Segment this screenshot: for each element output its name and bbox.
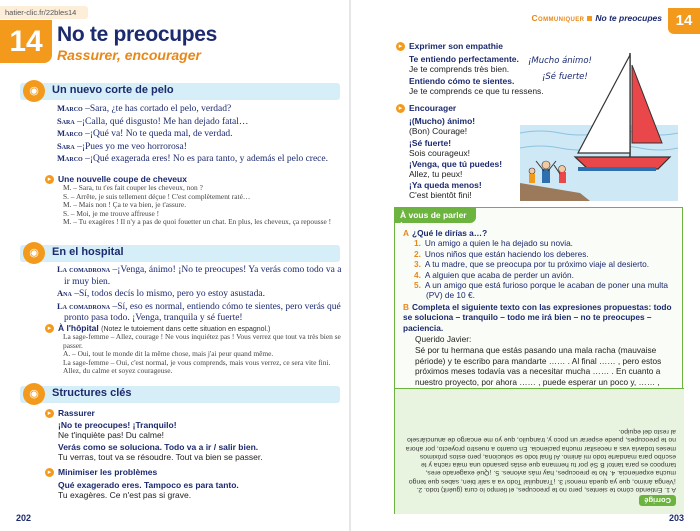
- key-phrase-fr: Tu verras, tout va se résoudre. Tout va bien se passer.: [58, 452, 263, 462]
- question-a-list: [403, 238, 675, 300]
- dialogue-line: Sara –¡Pues yo me veo horrorosa!: [57, 140, 187, 152]
- key-phrase-es: ¡Ya queda menos!: [409, 180, 482, 190]
- dialogue-line: La comadrona –Sí, eso es normal, entiendo cómo te sientes, pero verás qué pronto pasa todo. ¡Venga, tranquila y sé fuerte!: [57, 300, 341, 323]
- key-phrase-fr: Sois courageux!: [409, 148, 470, 158]
- section-title: Structures clés: [52, 387, 132, 399]
- translation-bullet-icon: ▸: [45, 324, 54, 333]
- audio-speaker-icon[interactable]: ◉: [23, 80, 45, 102]
- audio-speaker-icon[interactable]: ◉: [23, 383, 45, 405]
- translation-corte: M. – Sara, tu t'es fait couper les cheveux, non ? S. – Arrête, je suis tellement déçue ! C'est complètement raté… M. – Mais non ! Ça te va bien, je t'assure. S. – Moi, je me trouve affreuse ! M. – Tu exagères ! Il n'y a pas de quoi fouetter un chat. En plus, les cheveux, ça repousse !: [63, 183, 332, 227]
- key-phrase-fr: (Bon) Courage!: [409, 126, 468, 136]
- list-item: 3. A tu madre, que se preocupa por tu próximo viaje al desierto.: [414, 259, 650, 270]
- list-item: 4. A alguien que acaba de perder un avión.: [414, 269, 574, 280]
- translation-title: À l'hôpital (Notez le tutoiement dans cette situation en espagnol.): [58, 323, 271, 333]
- translation-bullet-icon: ▸: [45, 175, 54, 184]
- list-item: 5. A un amigo que está furioso porque le acaban de poner una multa (PV) de 10 €.: [414, 280, 669, 301]
- list-item: 1. Un amigo a quien le ha dejado su novia.: [414, 238, 573, 249]
- unit-number-badge: 14: [668, 8, 700, 34]
- translation-title: Une nouvelle coupe de cheveux: [58, 174, 187, 184]
- sailboat-illustration: [520, 43, 678, 201]
- section-title: Un nuevo corte de pelo: [52, 84, 174, 96]
- unit-number-badge: 14: [0, 20, 52, 63]
- key-phrase-es: ¡Sé fuerte!: [409, 138, 452, 148]
- group-bullet-icon: ▸: [396, 104, 405, 113]
- group-title: Minimiser les problèmes: [58, 467, 158, 477]
- exercise-body: [403, 228, 675, 398]
- page-number: 202: [16, 513, 32, 523]
- question-b: B Completa el siguiente texto con las expresiones propuestas: todo se soluciona – tranquilo – todo me irá bien – no te preocupes – paciencia.: [403, 301, 672, 333]
- group-title: Encourager: [409, 103, 457, 113]
- key-phrase-es: Entiendo cómo te sientes.: [409, 76, 515, 86]
- bubble-text: ¡Mucho ánimo!: [528, 56, 592, 66]
- group-title: Rassurer: [58, 408, 95, 418]
- letter-greeting: Querido Javier:: [415, 334, 472, 345]
- question-a: A ¿Qué le dirías a…?: [403, 228, 488, 238]
- list-item: 2. Unos niños que están haciendo los deberes.: [414, 248, 589, 259]
- bubble-text: ¡Sé fuerte!: [542, 72, 588, 82]
- key-phrase-es: Te entiendo perfectamente.: [409, 54, 519, 64]
- key-phrase-es: ¡No te preocupes! ¡Tranquilo!: [58, 420, 177, 430]
- answer-key-text: A 1. Entiendo cómo te sientes, pero no te preocupes, el tiempo lo cura (guérit) todo. 2. ¡Venga ánimo, que ya queda menos! 3. ¡Tranquila! Todo va a salir bien, sabes que tengo mucha experiencia. 4. No te preocupes, hay más aviones. 5. ¡Qué exagerado eres, tampoco es para tanto! B Sé por tu hermana que estás pasando una mala racha y te escribo para mandarte todo mi ánimo. Al final todo se soluciona, pero estos próximos meses todavía vas a necesitar mucha paciencia. En cuanto a nuestro proyecto, por ahora no te preocupes, puede esperar un poco y, tranquilo, que yo me encargo de anunciárselo al resto del equipo.: [405, 427, 676, 493]
- section-title: En el hospital: [52, 246, 124, 258]
- key-phrase-es: Qué exagerado eres. Tampoco es para tanto.: [58, 480, 239, 490]
- dialogue-line: Marco –Sara, ¿te has cortado el pelo, verdad?: [57, 103, 232, 114]
- exercise-tab: À vous de parler !: [394, 207, 476, 223]
- key-phrase-fr: Allez, tu peux!: [409, 169, 463, 179]
- answer-key-tab: Corrigé: [639, 495, 676, 506]
- dialogue-line: Marco –¡Qué exagerada eres! No es para tanto, y además el pelo crece.: [57, 153, 328, 164]
- key-phrase-fr: Je te comprends ce que tu ressens.: [409, 86, 544, 96]
- key-phrase-fr: C'est bientôt fini!: [409, 190, 472, 200]
- exercise-box: [394, 207, 683, 514]
- page-number: 203: [668, 513, 684, 523]
- group-title: Exprimer son empathie: [409, 41, 504, 51]
- letter-text: Sé por tu hermana que estás pasando una mala racha (mauvaise période) y te escribo para mandarte …… . Al final …… , pero estos próximos meses todavía vas a necesitar mucha …… . En cuanto a nuestro proyecto, por ahora …… , puede esperar un poco y, …… ,: [415, 345, 662, 387]
- answer-key: [395, 388, 684, 514]
- dialogue-line: Marco –¡Qué va! No te queda mal, de verdad.: [57, 128, 233, 139]
- group-bullet-icon: ▸: [45, 409, 54, 418]
- dialogue-line: Sara –¡Calla, qué disgusto! Me han dejado fatal…: [57, 115, 249, 127]
- answer-key-upside-down: [395, 389, 684, 515]
- key-phrase-fr: Ne t'inquiète pas! Du calme!: [58, 430, 165, 440]
- dialogue-line: La comadrona –¡Venga, ánimo! ¡No te preocupes! Ya verás como todo va a ir muy bien.: [57, 264, 342, 287]
- running-header: Communiquer No te preocupes: [531, 13, 662, 23]
- group-bullet-icon: ▸: [45, 468, 54, 477]
- key-phrase-es: ¡(Mucho) ánimo!: [409, 116, 476, 126]
- key-phrase-es: Verás como se soluciona. Todo va a ir / salir bien.: [58, 442, 259, 452]
- speech-bubbles: [528, 56, 592, 82]
- group-bullet-icon: ▸: [396, 42, 405, 51]
- key-phrase-fr: Je te comprends très bien.: [409, 64, 510, 74]
- audio-speaker-icon[interactable]: ◉: [23, 242, 45, 264]
- key-phrase-fr: Tu exagères. Ce n'est pas si grave.: [58, 490, 192, 500]
- key-phrase-es: ¡Venga, que tú puedes!: [409, 159, 503, 169]
- page-subtitle: Rassurer, encourager: [57, 47, 201, 63]
- resource-link[interactable]: hatier-clic.fr/22bles14: [0, 6, 88, 19]
- dialogue-line: Ana –Sí, todos decís lo mismo, pero yo estoy asustada.: [57, 288, 265, 299]
- translation-hospital: La sage-femme – Allez, courage ! Ne vous inquiétez pas ! Vous verrez que tout va très bien se passer. A. – Oui, tout le monde dit la même chose, mais j'ai peur quand même. La sage-femme – Oui, c'est normal, je vous comprends, mais vous verrez, ce sera vite fini. Allez, du calme et soyez courageuse.: [63, 332, 341, 376]
- page-title: No te preocupes: [57, 23, 218, 46]
